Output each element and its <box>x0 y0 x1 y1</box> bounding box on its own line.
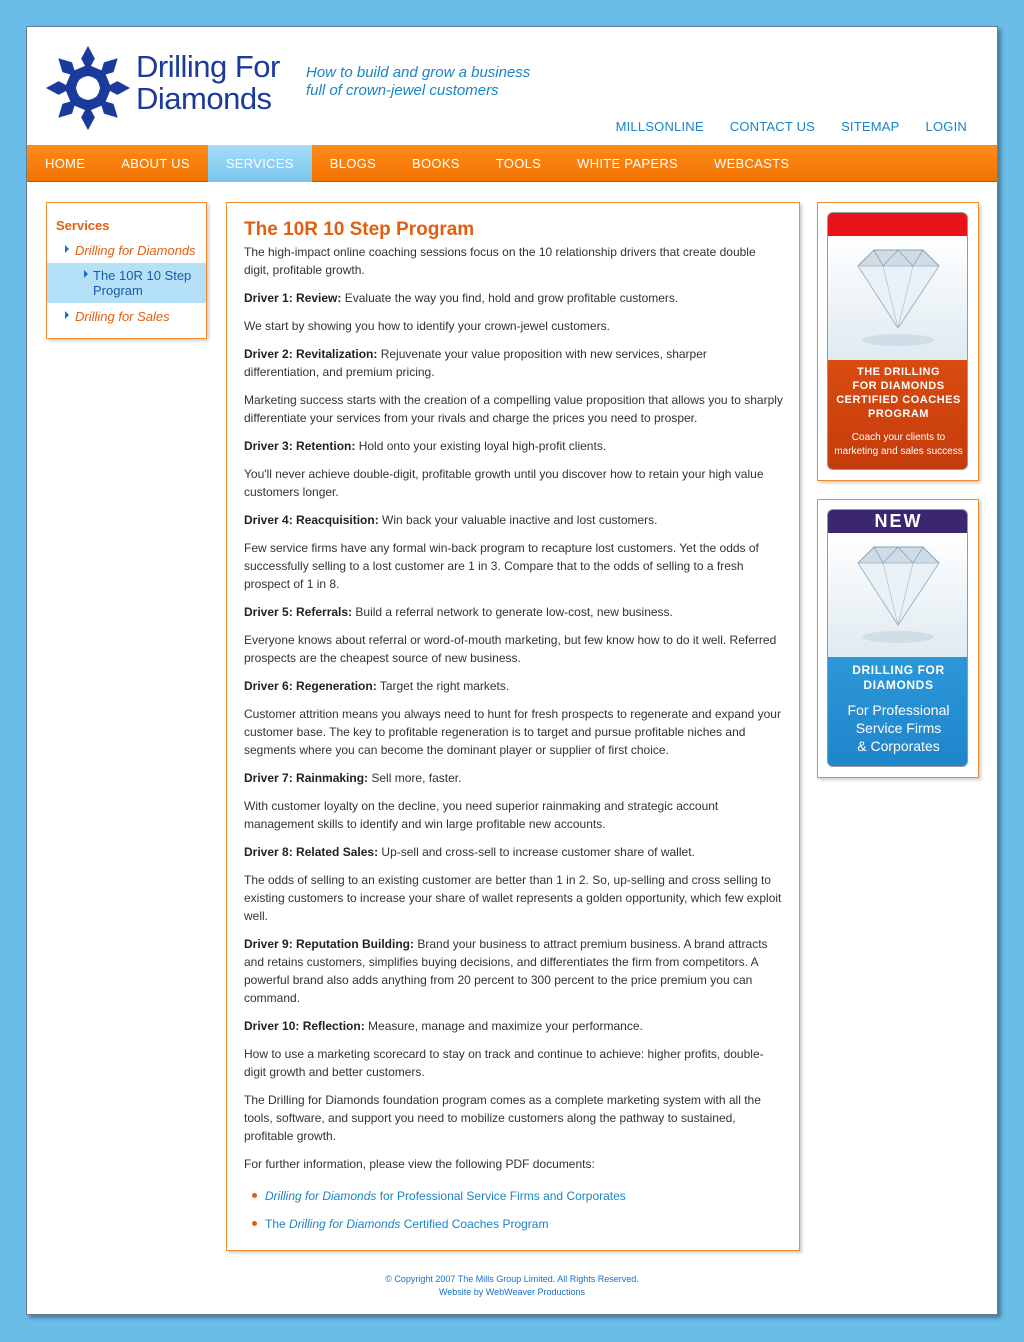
driver-3 <box>244 437 783 455</box>
driver-9-text: Brand your business to attract premium business. A brand attracts and retains customers, simplifies buying decisions, and differentiates the firm from competitors. A powerful brand also adds anything from 20 percent to 300 percent to the price premium you can command. <box>244 937 768 1005</box>
promo-professional-sub1: For Professional <box>847 702 950 718</box>
utility-nav <box>616 119 967 134</box>
driver-10 <box>244 1017 783 1035</box>
arrow-right-icon <box>84 270 88 278</box>
util-link-sitemap[interactable]: SITEMAP <box>841 119 900 134</box>
driver-10-label: Driver 10: Reflection: <box>244 1019 365 1033</box>
driver-8-detail: The odds of selling to an existing customer are better than 1 in 2. So, up-selling and cross selling to existing customers to increase your share of wallet represents a golden opportunity, which few exploit well. <box>244 873 782 923</box>
util-link-contact-us[interactable]: CONTACT US <box>729 119 816 134</box>
driver-1-detail: We start by showing you how to identify your crown-jewel customers. <box>244 319 610 333</box>
main-nav <box>27 145 997 182</box>
driver-8-text: Up-sell and cross-sell to increase customer share of wallet. <box>378 845 695 859</box>
services-subnav <box>46 202 207 339</box>
driver-5-detail: Everyone knows about referral or word-of-mouth marketing, but few know how to do it well. Referred prospects are the cheapest source of new business. <box>244 633 777 665</box>
pdf-link-2-italic: Drilling for Diamonds <box>289 1217 401 1231</box>
driver-3-label: Driver 3: Retention: <box>244 439 356 453</box>
page-container <box>26 26 998 1315</box>
footer-credit[interactable]: Website by WebWeaver Productions <box>438 1287 586 1297</box>
promo-diamond-area <box>828 236 968 360</box>
arrow-right-icon <box>65 311 69 319</box>
promo-coaches-line1: THE DRILLING <box>857 366 940 378</box>
nav-blogs[interactable]: BLOGS <box>329 156 377 171</box>
nav-home[interactable]: HOME <box>45 156 86 171</box>
driver-10-detail: How to use a marketing scorecard to stay on track and continue to achieve: higher profits, double-digit growth and better customers. <box>244 1047 764 1079</box>
promo-coaches-sub <box>828 431 968 459</box>
driver-7-label: Driver 7: Rainmaking: <box>244 771 369 785</box>
promo-professional-line1: DRILLING FOR <box>852 663 945 677</box>
promo-certified-coaches[interactable] <box>817 202 979 481</box>
subnav-item-10r-line2: Program <box>93 283 143 298</box>
driver-9 <box>244 935 783 1007</box>
driver-3-detail: You'll never achieve double-digit, profitable growth until you discover how to retain your high value customers longer. <box>244 467 764 499</box>
pdf-list <box>244 1187 783 1233</box>
util-link-login[interactable]: LOGIN <box>925 119 967 134</box>
further-info: For further information, please view the following PDF documents: <box>244 1157 595 1171</box>
driver-4-detail: Few service firms have any formal win-back program to recapture lost customers. Yet the odds of successfully selling to a lost customer are 1 in 3. Compare that to the odds of selling to a fresh prospect of 1 in 8. <box>244 541 759 591</box>
subnav-item-10r-program[interactable] <box>93 268 191 298</box>
driver-8 <box>244 843 783 861</box>
tagline <box>306 64 530 100</box>
promo-professional-sub2: Service Firms <box>855 720 942 736</box>
driver-4-label: Driver 4: Reacquisition: <box>244 513 379 527</box>
driver-1 <box>244 289 783 307</box>
driver-5-text: Build a referral network to generate low-cost, new business. <box>352 605 673 619</box>
pdf-link-2-pre: The <box>265 1217 290 1231</box>
promo-card-professional[interactable] <box>827 509 968 767</box>
promo-red-band <box>828 213 968 236</box>
driver-3-text: Hold onto your existing loyal high-profit clients. <box>355 439 607 453</box>
subnav-item-10r-line1: The 10R 10 Step <box>93 268 192 283</box>
driver-4 <box>244 511 783 529</box>
promo-professional-heading <box>828 663 968 693</box>
driver-7-text: Sell more, faster. <box>368 771 462 785</box>
driver-2 <box>244 345 783 381</box>
subnav-title: Services <box>56 218 110 233</box>
pdf-link-2-rest: Certified Coaches Program <box>400 1217 549 1231</box>
footer <box>27 1273 997 1299</box>
promo-professional-sub3: & Corporates <box>857 738 940 754</box>
driver-9-label: Driver 9: Reputation Building: <box>244 937 415 951</box>
nav-white-papers[interactable]: WHITE PAPERS <box>577 156 679 171</box>
logo-text-line1[interactable]: Drilling For <box>136 49 280 84</box>
driver-6 <box>244 677 783 695</box>
promo-coaches-line3: CERTIFIED COACHES <box>836 394 961 406</box>
intro-paragraph: The high-impact online coaching sessions focus on the 10 relationship drivers that create double digit, profitable growth. <box>244 245 756 277</box>
driver-10-text: Measure, manage and maximize your performance. <box>364 1019 643 1033</box>
promo-professional-line2: DIAMONDS <box>863 678 934 692</box>
promo-diamond-area <box>828 533 968 657</box>
nav-about-us[interactable]: ABOUT US <box>121 156 190 171</box>
page-title: The 10R 10 Step Program <box>244 219 475 240</box>
util-link-millsonline[interactable]: MILLSONLINE <box>615 119 704 134</box>
nav-webcasts[interactable]: WEBCASTS <box>714 156 790 171</box>
driver-7 <box>244 769 783 787</box>
driver-6-label: Driver 6: Regeneration: <box>244 679 377 693</box>
promo-coaches-heading <box>828 365 968 421</box>
pdf-link-certified-coaches[interactable] <box>244 1215 783 1233</box>
subnav-item-drilling-for-diamonds[interactable]: Drilling for Diamonds <box>75 243 196 258</box>
footer-copyright: © Copyright 2007 The Mills Group Limited. All Rights Reserved. <box>385 1274 639 1284</box>
nav-tools[interactable]: TOOLS <box>495 156 542 171</box>
promo-coaches-line4: PROGRAM <box>868 408 929 420</box>
diamond-icon <box>828 533 968 657</box>
driver-4-text: Win back your valuable inactive and lost customers. <box>378 513 658 527</box>
driver-6-detail: Customer attrition means you always need to hunt for fresh prospects to regenerate and expand your customer base. The key to profitable regeneration is to target and pursue profitable niches and segments where you can become the dominant player or supplier of first choice. <box>244 707 781 757</box>
closing-paragraph: The Drilling for Diamonds foundation program comes as a complete marketing system with all the tools, software, and support you need to mobilize customers along the pathway to sustained, profitable growth. <box>244 1093 761 1143</box>
promo-professional-sub <box>828 701 968 755</box>
promo-new-badge: NEW <box>828 510 968 533</box>
driver-8-label: Driver 8: Related Sales: <box>244 845 379 859</box>
driver-5-label: Driver 5: Referrals: <box>244 605 353 619</box>
promo-coaches-line2: FOR DIAMONDS <box>852 380 945 392</box>
diamond-icon <box>828 236 968 360</box>
pdf-link-1-italic: Drilling for Diamonds <box>265 1189 377 1203</box>
logo-star-icon[interactable] <box>43 44 133 132</box>
pdf-link-1-rest: for Professional Service Firms and Corporates <box>376 1189 626 1203</box>
arrow-right-icon <box>65 245 69 253</box>
subnav-item-drilling-for-sales[interactable]: Drilling for Sales <box>75 309 170 324</box>
driver-1-label: Driver 1: Review: <box>244 291 342 305</box>
main-content <box>226 202 800 1251</box>
nav-services[interactable]: SERVICES <box>208 145 312 182</box>
driver-6-text: Target the right markets. <box>376 679 510 693</box>
tagline-line2: full of crown-jewel customers <box>306 82 499 99</box>
driver-2-text: Rejuvenate your value proposition with new services, sharper differentiation, and premium pricing. <box>244 347 707 379</box>
promo-coaches-sub2: marketing and sales success <box>834 446 963 457</box>
driver-5 <box>244 603 783 621</box>
promo-card-coaches[interactable] <box>827 212 968 470</box>
driver-2-detail: Marketing success starts with the creation of a compelling value proposition that allows you to sharply differentiate your services from your rivals and charge the prices you need to prosper. <box>244 393 783 425</box>
logo-text-line2[interactable]: Diamonds <box>136 81 272 116</box>
driver-1-text: Evaluate the way you find, hold and grow profitable customers. <box>341 291 679 305</box>
pdf-link-professional-firms[interactable] <box>244 1187 783 1205</box>
promo-professional-firms[interactable] <box>817 499 979 778</box>
driver-2-label: Driver 2: Revitalization: <box>244 347 378 361</box>
nav-books[interactable]: BOOKS <box>412 156 460 171</box>
promo-coaches-sub1: Coach your clients to <box>851 432 946 443</box>
driver-7-detail: With customer loyalty on the decline, you need superior rainmaking and strategic account management skills to identify and win large profitable new accounts. <box>244 799 719 831</box>
tagline-line1: How to build and grow a business <box>306 64 531 81</box>
